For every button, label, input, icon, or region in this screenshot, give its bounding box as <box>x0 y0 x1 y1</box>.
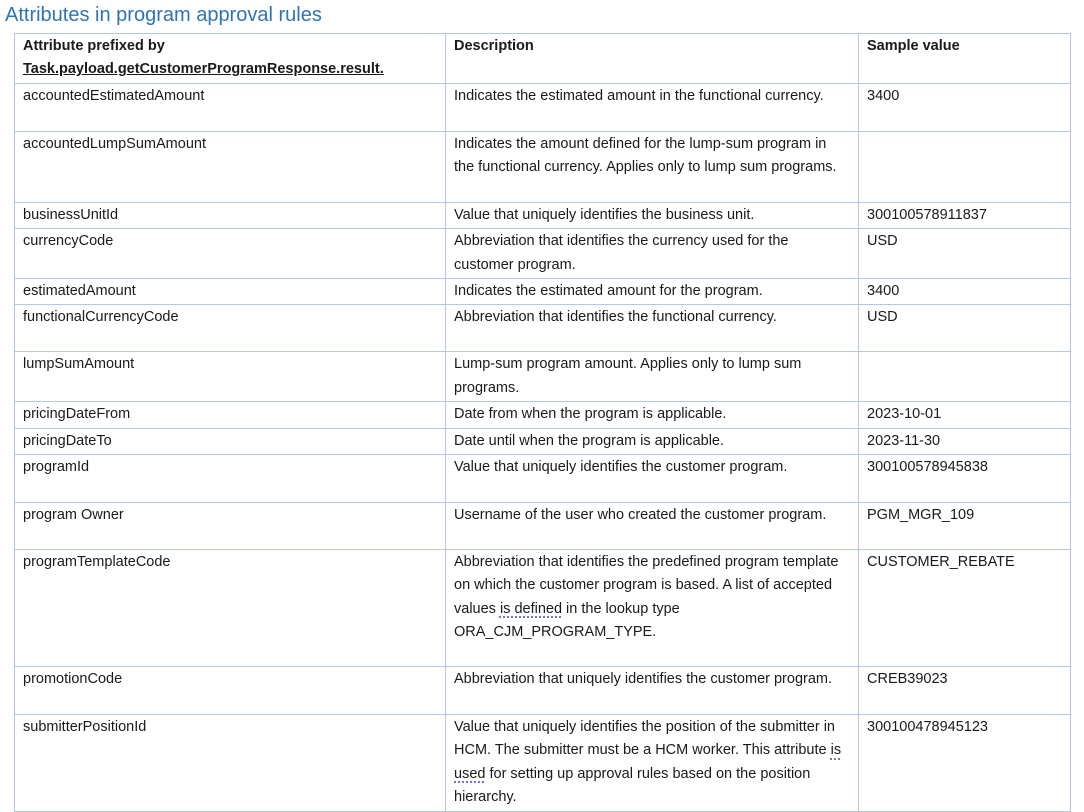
table-row <box>15 667 1071 715</box>
attribute-cell: pricingDateFrom <box>15 402 446 428</box>
description-cell <box>446 503 859 550</box>
description-text: Value that uniquely identifies the customer program. <box>454 459 788 476</box>
description-cell <box>446 131 859 202</box>
table-row <box>15 305 1071 352</box>
attribute-cell: accountedLumpSumAmount <box>15 131 446 202</box>
header-description: Description <box>446 34 859 84</box>
description-text: Value that uniquely identifies the position of the submitter in HCM. The submitter must be a HCM worker. This attribute <box>454 719 835 759</box>
description-cell <box>446 428 859 454</box>
description-text: Username of the user who created the customer program. <box>454 507 827 524</box>
grammar-marked-text: is defined <box>499 600 563 617</box>
sample-value-cell: 3400 <box>859 279 1071 305</box>
table-row <box>15 428 1071 454</box>
table-row <box>15 402 1071 428</box>
attribute-cell: estimatedAmount <box>15 279 446 305</box>
attribute-cell: promotionCode <box>15 667 446 715</box>
grammar-marked-text: is used <box>454 742 842 782</box>
table-row <box>15 202 1071 228</box>
description-cell <box>446 229 859 279</box>
sample-value-cell: 3400 <box>859 83 1071 131</box>
header-attribute-line2: Task.payload.getCustomerProgramResponse.result. <box>23 61 384 78</box>
description-text: Value that uniquely identifies the business unit. <box>454 206 755 223</box>
table-row <box>15 352 1071 402</box>
attribute-cell: accountedEstimatedAmount <box>15 83 446 131</box>
sample-value-cell <box>859 131 1071 202</box>
attribute-cell: lumpSumAmount <box>15 352 446 402</box>
attribute-cell: submitterPositionId <box>15 715 446 812</box>
table-row <box>15 550 1071 667</box>
attribute-cell: currencyCode <box>15 229 446 279</box>
description-text: Abbreviation that identifies the currency used for the customer program. <box>454 233 789 273</box>
attributes-table <box>14 33 1071 812</box>
attribute-cell: pricingDateTo <box>15 428 446 454</box>
description-text: for setting up approval rules based on the position hierarchy. <box>454 765 811 806</box>
header-attribute-line1: Attribute prefixed by <box>23 38 165 54</box>
attribute-cell: program Owner <box>15 503 446 550</box>
description-text: Indicates the estimated amount for the program. <box>454 283 763 300</box>
sample-value-cell: 300100478945123 <box>859 715 1071 812</box>
sample-value-cell: USD <box>859 305 1071 352</box>
description-text: Indicates the amount defined for the lump-sum program in the functional currency. Applies only to lump sum programs. <box>454 135 837 176</box>
description-text: Abbreviation that identifies the predefined program template on which the customer program is based. A list of accepted values <box>454 554 839 617</box>
sample-value-cell: 2023-11-30 <box>859 428 1071 454</box>
sample-value-cell: USD <box>859 229 1071 279</box>
description-text: Indicates the estimated amount in the functional currency. <box>454 87 824 104</box>
header-row <box>15 34 1071 84</box>
description-cell <box>446 305 859 352</box>
attribute-cell: businessUnitId <box>15 202 446 228</box>
table-row <box>15 229 1071 279</box>
sample-value-cell: 300100578945838 <box>859 455 1071 503</box>
sample-value-cell: PGM_MGR_109 <box>859 503 1071 550</box>
description-text: Lump-sum program amount. Applies only to lump sum programs. <box>454 356 802 396</box>
table-row <box>15 279 1071 305</box>
description-text: Date until when the program is applicable. <box>454 432 725 449</box>
description-cell <box>446 202 859 228</box>
description-text: in the lookup type ORA_CJM_PROGRAM_TYPE. <box>454 600 680 641</box>
table-row <box>15 503 1071 550</box>
description-text: Abbreviation that uniquely identifies the customer program. <box>454 671 833 688</box>
description-text: Abbreviation that identifies the functional currency. <box>454 309 777 326</box>
description-cell <box>446 550 859 667</box>
description-cell <box>446 455 859 503</box>
description-cell <box>446 83 859 131</box>
table-row <box>15 83 1071 131</box>
sample-value-cell: CUSTOMER_REBATE <box>859 550 1071 667</box>
attribute-cell: programId <box>15 455 446 503</box>
description-cell <box>446 402 859 428</box>
description-cell <box>446 667 859 715</box>
sample-value-cell: CREB39023 <box>859 667 1071 715</box>
table-row <box>15 131 1071 202</box>
page-title: Attributes in program approval rules <box>5 4 322 26</box>
sample-value-cell <box>859 352 1071 402</box>
attribute-cell: programTemplateCode <box>15 550 446 667</box>
description-cell <box>446 352 859 402</box>
description-cell <box>446 279 859 305</box>
header-sample-value: Sample value <box>859 34 1071 84</box>
attribute-cell: functionalCurrencyCode <box>15 305 446 352</box>
header-attribute-prefixed-by <box>15 34 446 84</box>
description-text: Date from when the program is applicable. <box>454 406 727 423</box>
table-row <box>15 455 1071 503</box>
sample-value-cell: 2023-10-01 <box>859 402 1071 428</box>
sample-value-cell: 300100578911837 <box>859 202 1071 228</box>
